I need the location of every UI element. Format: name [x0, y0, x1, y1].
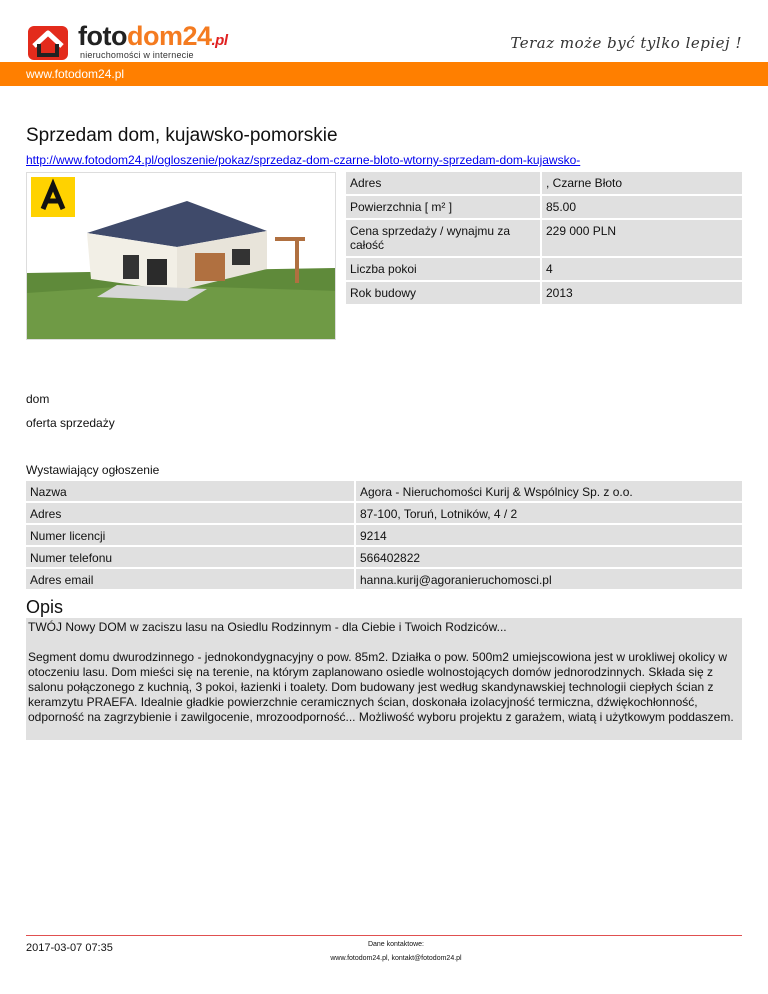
site-bar [0, 62, 768, 86]
site-link[interactable]: www.fotodom24.pl [26, 67, 125, 81]
exhibitor-value: 566402822 [356, 547, 742, 567]
page-header [0, 0, 768, 62]
property-kind: dom [26, 392, 50, 406]
exhibitor-heading: Wystawiający ogłoszenie [26, 463, 160, 477]
exhibitor-label: Adres email [26, 569, 354, 589]
property-value: 2013 [542, 282, 742, 304]
offer-type: oferta sprzedaży [26, 416, 115, 430]
footer-divider [26, 935, 742, 936]
footer-date: 2017-03-07 07:35 [26, 942, 113, 954]
exhibitor-label: Nazwa [26, 481, 354, 501]
agency-badge-icon [31, 177, 75, 217]
property-row-price [346, 220, 742, 256]
listing-url[interactable]: http://www.fotodom24.pl/ogloszenie/pokaz/sprzedaz-dom-czarne-bloto-wtorny-sprzedam-dom-kujawsko- [26, 153, 581, 167]
description-heading: Opis [26, 597, 64, 617]
logo-word-foto: foto [78, 21, 127, 51]
property-row-rooms [346, 258, 742, 280]
listing-title: Sprzedam dom, kujawsko-pomorskie [26, 125, 338, 146]
house-logo-icon [26, 22, 72, 62]
property-label: Adres [346, 172, 540, 194]
property-label: Liczba pokoi [346, 258, 540, 280]
description-body: Segment domu dwurodzinnego - jednokondygnacyjny o pow. 85m2. Działka o pow. 500m2 umiejscowiona jest w urokliwej okolicy w otoczeniu lasu. Dom mieści się na terenie, na którym zaplanowano osiedle wolnostojących domów jednorodzinnych. Składa się z salonu połączonego z kuchnią, 3 pokoi, łazienki i toalety. Dom budowany jest według skandynawskiej technologii ciepłych ścian z keramzytu PRAEFA. Idealnie gładkie powierzchnie ceramicznych ścian, doskonała izolacyjność termiczna, dźwiękochłonność, odporność na zagrzybienie i zawilgocenie, mrozoodporność... Możliwość wyboru projektu z garażem, wiatą i użytkowym poddaszem. [28, 650, 734, 724]
exhibitor-value: Agora - Nieruchomości Kurij & Wspólnicy Sp. z o.o. [356, 481, 742, 501]
exhibitor-label: Numer licencji [26, 525, 354, 545]
exhibitor-value: hanna.kurij@agoranieruchomosci.pl [356, 569, 742, 589]
property-value: , Czarne Błoto [542, 172, 742, 194]
footer-contact [296, 938, 496, 966]
exhibitor-value: 87-100, Toruń, Lotników, 4 / 2 [356, 503, 742, 523]
property-value: 4 [542, 258, 742, 280]
property-table [346, 172, 742, 306]
tagline: Teraz może być tylko lepiej ! [510, 34, 742, 52]
property-row-year [346, 282, 742, 304]
footer-contact-label: Dane kontaktowe: [367, 941, 425, 948]
exhibitor-label: Numer telefonu [26, 547, 354, 567]
logo-word-pl: .pl [211, 32, 228, 49]
exhibitor-row-license [26, 525, 742, 545]
exhibitor-row-phone [26, 547, 742, 567]
logo-word-dom24: dom24 [126, 21, 212, 51]
property-value: 229 000 PLN [542, 220, 742, 256]
property-label: Powierzchnia [ m² ] [346, 196, 540, 218]
exhibitor-table [26, 481, 742, 591]
footer-contact-value: www.fotodom24.pl, kontakt@fotodom24.pl [330, 955, 462, 962]
description-intro: TWÓJ Nowy DOM w zaciszu lasu na Osiedlu Rodzinnym - dla Ciebie i Twoich Rodziców... [28, 620, 507, 634]
property-label: Cena sprzedaży / wynajmu za całość [346, 220, 540, 256]
house-photo [26, 172, 336, 340]
property-value: 85.00 [542, 196, 742, 218]
property-label: Rok budowy [346, 282, 540, 304]
fotodom24-logo[interactable] [26, 21, 228, 62]
logo-subtitle: nieruchomości w internecie [80, 50, 194, 60]
exhibitor-row-email [26, 569, 742, 589]
exhibitor-row-name [26, 481, 742, 501]
exhibitor-row-address [26, 503, 742, 523]
description-box [26, 618, 742, 740]
exhibitor-label: Adres [26, 503, 354, 523]
property-row-adres [346, 172, 742, 194]
exhibitor-value: 9214 [356, 525, 742, 545]
property-row-area [346, 196, 742, 218]
